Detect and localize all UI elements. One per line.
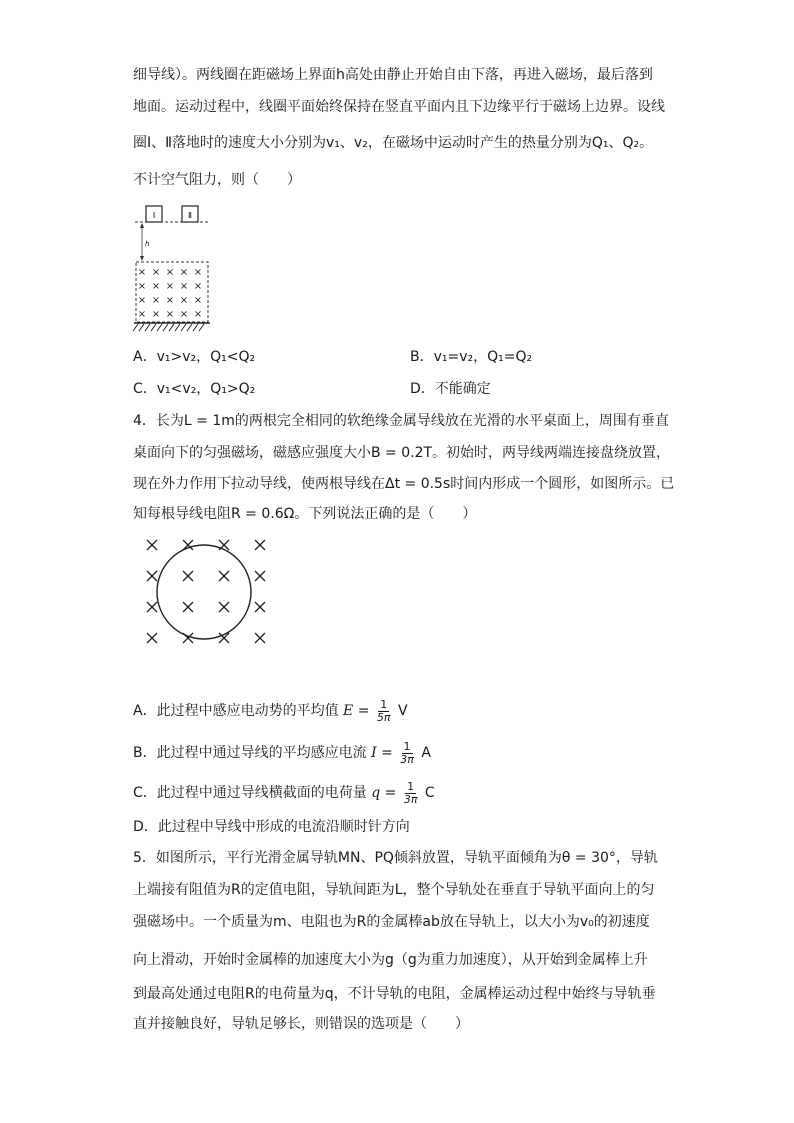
q3-text-line-1: 细导线）。两线圈在距磁场上界面h高处由静止开始自由下落，再进入磁场，最后落到 [133,67,653,83]
height-label: h [145,240,150,248]
q4-option-b-fraction [398,741,416,766]
field-cross-mark: × [151,281,161,292]
q4-text-line-4: 知每根导线电阻R = 0.6Ω。下列说法正确的是（ ） [133,506,477,522]
field-cross-mark: × [179,309,189,320]
field-cross-mark: × [193,281,203,292]
field-cross-mark: × [179,267,189,278]
field-cross-mark: × [165,295,175,306]
q4-option-c[interactable] [133,777,435,809]
ground-hatch-line [175,324,180,331]
q3-option-b[interactable]: B．v₁=v₂，Q₁=Q₂ [410,349,533,365]
fraction-numerator: 1 [407,779,415,793]
field-cross-mark: × [137,281,147,292]
q4-text-line-1: 4．长为L = 1m的两根完全相同的软绝缘金属导线放在光滑的水平桌面上，周围有垂直 [133,413,669,429]
q5-text-line-3: 强磁场中。一个质量为m、电阻也为R的金属棒ab放在导轨上，以大小为v₀的初速度 [133,914,650,930]
coil-2-label: Ⅱ [188,211,192,220]
q4-field-cross-mark [147,633,157,643]
q5-text-line-5: 到最高处通过电阻R的电荷量为q，不计导轨的电阻，金属棒运动过程中始终与导轨垂 [133,986,656,1002]
ground-hatch-line [145,324,150,331]
ground-hatch-line [157,324,162,331]
q3-option-c[interactable]: C．v₁<v₂，Q₁>Q₂ [133,381,256,397]
ground-hatch-line [181,324,186,331]
field-cross-mark: × [193,309,203,320]
q4-option-a-lhs: E = [343,703,370,719]
q3-option-d[interactable]: D．不能确定 [410,381,491,397]
ground-hatch-line [169,324,174,331]
q4-field-cross-mark [147,571,157,581]
q4-option-b-text: B．此过程中通过导线的平均感应电流 [133,745,367,761]
field-cross-mark: × [165,267,175,278]
q4-field-cross-mark [255,540,265,550]
field-cross-mark: × [137,267,147,278]
ground-hatch-line [151,324,156,331]
ground-hatch-line [187,324,192,331]
q4-option-a[interactable] [133,695,408,727]
q4-option-c-fraction [402,781,420,806]
ground-hatch-line [133,324,138,331]
fraction-denominator: 3π [400,752,414,766]
q4-option-d[interactable]: D．此过程中导线中形成的电流沿顺时针方向 [133,819,410,835]
q4-option-a-fraction [375,699,393,724]
field-cross-mark: × [165,309,175,320]
q4-option-c-text: C．此过程中通过导线横截面的电荷量 [133,785,367,801]
field-cross-mark: × [179,281,189,292]
field-cross-mark: × [137,309,147,320]
q3-text-line-4: 不计空气阻力，则（ ） [133,172,301,188]
q5-text-line-2: 上端接有阻值为R的定值电阻，导轨间距为L，整个导轨处在垂直于导轨平面向上的匀 [133,882,655,898]
field-cross-mark: × [151,309,161,320]
ground-hatch-line [199,324,204,331]
q4-field-cross-mark [255,571,265,581]
q4-text-line-3: 现在外力作用下拉动导线，使两根导线在Δt = 0.5s时间内形成一个圆形，如图所示。已 [133,476,675,492]
fraction-denominator: 5π [376,710,391,724]
fraction-denominator: 3π [403,792,418,806]
field-cross-mark: × [193,267,203,278]
q5-text-line-1: 5．如图所示，平行光滑金属导轨MN、PQ倾斜放置，导轨平面倾角为θ = 30°，导轨 [133,850,658,866]
q4-option-b-unit: A [421,745,431,761]
q3-text-line-3: 圈Ⅰ、Ⅱ落地时的速度大小分别为v₁、v₂，在磁场中运动时产生的热量分别为Q₁、Q₂。 [133,135,654,151]
q4-field-cross-mark [255,633,265,643]
q4-option-c-unit: C [424,785,435,801]
q3-text-line-2: 地面。运动过程中，线圈平面始终保持在竖直平面内且下边缘平行于磁场上边界。设线 [133,99,665,115]
wire-circle [157,545,251,639]
field-cross-mark: × [193,295,203,306]
fraction-numerator: 1 [403,739,411,753]
q4-option-b[interactable] [133,737,431,769]
q5-text-line-6: 直并接触良好，导轨足够长，则错误的选项是（ ） [133,1016,469,1032]
q5-text-line-4: 向上滑动，开始时金属棒的加速度大小为g（g为重力加速度），从开始到金属棒上升 [133,952,648,968]
q4-option-a-unit: V [397,703,408,719]
field-cross-mark: × [137,295,147,306]
q4-field-cross-mark [255,602,265,612]
coil-1-label: Ⅰ [152,211,156,220]
fraction-numerator: 1 [380,697,388,711]
q4-option-c-lhs: q = [371,785,397,801]
field-cross-mark: × [179,295,189,306]
q4-field-cross-mark [219,571,229,581]
q3-option-a[interactable]: A．v₁>v₂，Q₁<Q₂ [133,349,256,365]
q4-option-a-text: A．此过程中感应电动势的平均值 [133,703,339,719]
field-cross-mark: × [151,295,161,306]
q4-text-line-2: 桌面向下的匀强磁场，磁感应强度大小B = 0.2T。初始时，两导线两端连接盘绕放置， [133,445,671,461]
ground-hatch-line [193,324,198,331]
q4-field-cross-mark [147,540,157,550]
field-cross-mark: × [151,267,161,278]
q3-coil-field-figure [130,200,215,335]
field-cross-mark: × [165,281,175,292]
q4-field-cross-mark [147,602,157,612]
ground-hatch-line [139,324,144,331]
q4-circle-field-figure [138,530,278,650]
q4-field-cross-mark [183,571,193,581]
q4-option-b-lhs: I = [371,745,393,761]
q4-field-cross-mark [183,602,193,612]
ground-hatch-line [163,324,168,331]
q4-field-cross-mark [219,602,229,612]
